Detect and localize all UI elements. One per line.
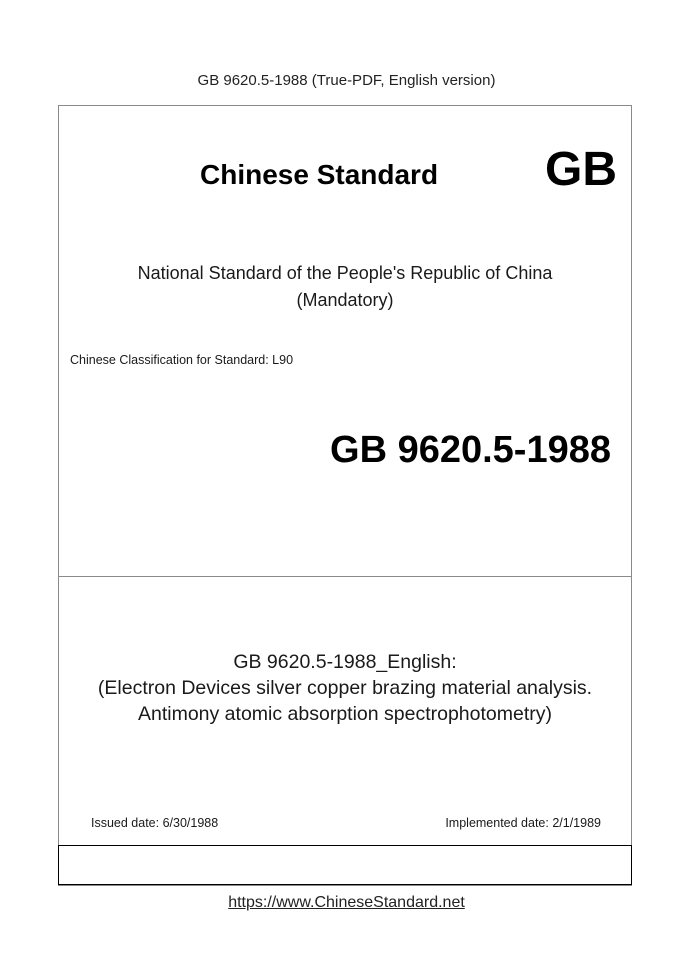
issued-date: Issued date: 6/30/1988 [91,816,219,830]
implemented-date: Implemented date: 2/1/1989 [445,816,601,830]
standard-number: GB 9620.5-1988 [330,429,611,471]
bottom-box [58,845,632,885]
description-line: (Electron Devices silver copper brazing material analysis. [97,677,593,699]
gb-mark: GB [545,143,617,196]
national-standard-line: National Standard of the People's Republic of China [137,263,553,283]
description-line: GB 9620.5-1988_English: [233,651,457,673]
section-divider [59,576,631,577]
mandatory-label: (Mandatory) [296,290,394,310]
cover-title: Chinese Standard [200,159,439,190]
national-standard-heading [59,260,631,314]
standard-description [59,649,631,727]
cover-frame [58,105,632,886]
document-header: GB 9620.5-1988 (True-PDF, English version) [197,72,496,89]
website-link[interactable]: https://www.ChineseStandard.net [228,894,465,911]
classification-label: Chinese Classification for Standard: L90 [70,353,294,367]
description-line: Antimony atomic absorption spectrophotometry) [137,703,553,725]
